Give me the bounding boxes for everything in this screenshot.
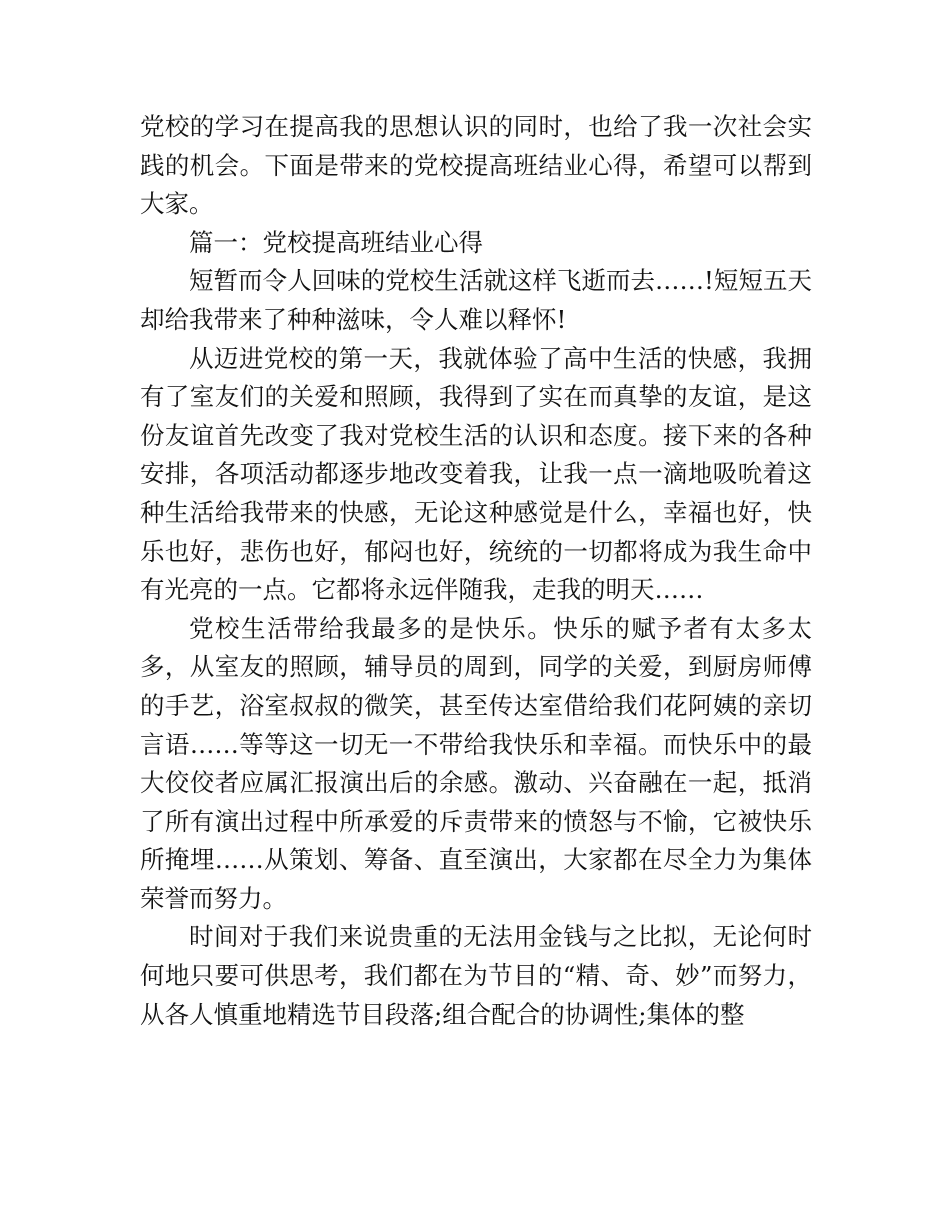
section-heading: 篇一：党校提高班结业心得: [189, 227, 483, 257]
intro-paragraph: 党校的学习在提高我的思想认识的同时，也给了我一次社会实践的机会。下面是带来的党校提高班结业心得，希望可以帮到大家。: [140, 112, 812, 219]
document-body: [140, 108, 812, 1034]
body-paragraph: 时间对于我们来说贵重的无法用金钱与之比拟，无论何时何地只要可供思考，我们都在为节目的“精、奇、妙”而努力，从各人慎重地精选节目段落;组合配合的协调性;集体的整: [140, 922, 812, 1029]
body-paragraph: 党校生活带给我最多的是快乐。快乐的赋予者有太多太多，从室友的照顾，辅导员的周到，同学的关爱，到厨房师傅的手艺，浴室叔叔的微笑，甚至传达室借给我们花阿姨的亲切言语……等等这一切无一不带给我快乐和幸福。而快乐中的最大佼佼者应属汇报演出后的余感。激动、兴奋融在一起，抵消了所有演出过程中所承爱的斥责带来的愤怒与不愉，它被快乐所掩埋……从策划、筹备、直至演出，大家都在尽全力为集体荣誉而努力。: [140, 613, 812, 913]
body-paragraph: 短暂而令人回味的党校生活就这样飞逝而去……!短短五天却给我带来了种种滋味，令人难以释怀!: [140, 266, 812, 334]
body-paragraph: 从迈进党校的第一天，我就体验了高中生活的快感，我拥有了室友们的关爱和照顾，我得到了实在而真挚的友谊，是这份友谊首先改变了我对党校生活的认识和态度。接下来的各种安排，各项活动都逐步地改变着我，让我一点一滴地吸吮着这种生活给我带来的快感，无论这种感觉是什么，幸福也好，快乐也好，悲伤也好，郁闷也好，统统的一切都将成为我生命中有光亮的一点。它都将永远伴随我，走我的明天……: [140, 343, 812, 605]
